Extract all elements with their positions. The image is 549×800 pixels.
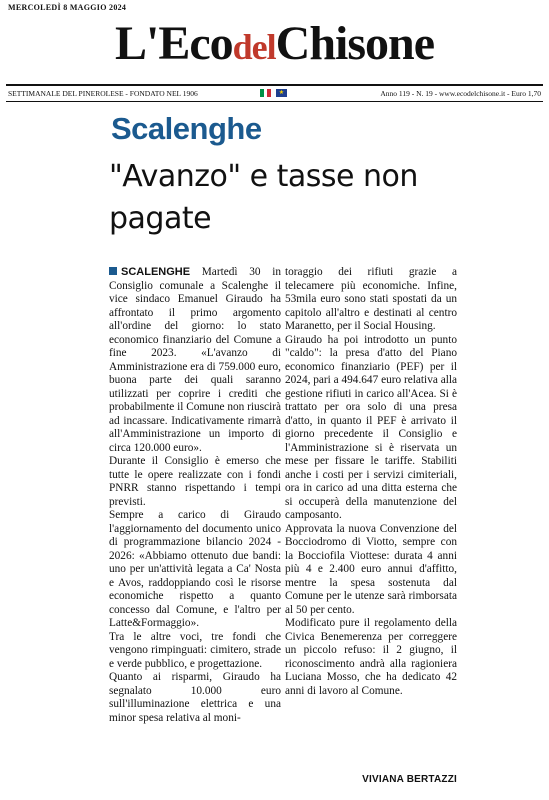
location-kicker: SCALENGHE bbox=[109, 266, 190, 278]
paragraph: Giraudo ha poi introdotto un punto "caldo": la presa d'atto del Piano economico finanziario (PEF) per il 2024, pari a 494.647 euro relativa alla gestione rifiuti in carico all'Acea. Si è trattato per ora solo di una presa d'atto, in quanto il PEF è arrivato il giorno precedente il Consiglio e l'Amministrazione si è riservata un mese per fissare le tariffe. Stabiliti anche i costi per i servizi cimiteriali, ora in carico ad una ditta esterna che si occuperà della manutenzione del camposanto. bbox=[285, 333, 457, 521]
paragraph: Modificato pure il regolamento della Civica Benemerenza per correggere un piccolo refuso: il 2 giugno, il riconoscimento andrà alla ragioniera Luciana Mosso, che ha dedicato 42 anni di lavoro al Comune. bbox=[285, 617, 457, 697]
paragraph bbox=[109, 266, 281, 455]
paragraph: Approvata la nuova Convenzione del Bocciodromo di Viotto, sempre con la Bocciofila Viottese: durata 4 anni più 4 e 2.400 euro annui d'affitto, mentre la spesa sostenuta dal Comune per le utenze sarà rimborsata al 50 per cento. bbox=[285, 522, 457, 616]
paragraph: Durante il Consiglio è emerso che tutte le opere realizzate con i fondi PNRR stanno rispettando i tempi previsti. bbox=[109, 455, 281, 508]
paragraph: Tra le altre voci, tre fondi che vengono rimpinguati: cimitero, strade e verde pubblico, e progettazione. bbox=[109, 630, 281, 670]
masthead-left: L'Eco bbox=[114, 17, 233, 70]
paragraph-text: Martedì 30 in Consiglio comunale a Scalenghe il vice sindaco Emanuel Giraudo ha affrontato il primo argomento all'ordine del giorno: lo stato economico finanziario del Comune a fine 2023. «L'avanzo di Amministrazione era di 759.000 euro, buona parte dei quali saranno utilizzati per coprire i crediti che probabilmente il Comune non riuscirà ad incassare. Indicativamente rimarrà all'Amministrazione un importo di circa 120.000 euro». bbox=[109, 266, 281, 454]
issue-date: MERCOLEDÌ 8 MAGGIO 2024 bbox=[8, 3, 127, 12]
header-rule-top bbox=[6, 84, 543, 86]
section-title: Scalenghe bbox=[111, 111, 262, 146]
article-column-1 bbox=[109, 266, 281, 725]
paragraph: Quanto ai risparmi, Giraudo ha segnalato 10.000 euro sull'illuminazione elettrica e una minor spesa relativa al moni- bbox=[109, 671, 281, 724]
tagline: SETTIMANALE DEL PINEROLESE - FONDATO NEL 1906 bbox=[8, 89, 198, 98]
header-rule-bottom bbox=[6, 101, 543, 102]
article-column-2 bbox=[285, 266, 457, 698]
paragraph: Sempre a carico di Giraudo l'aggiornamento del documento unico di programmazione bilancio 2024 - 2026: «Abbiamo ottenuto due bandi: uno per un'attività legata a Ca' Nosta e Avos, raddoppiando così le risorse economiche rispetto a quanto concesso dal Comune, e l'altro per Latte&Formaggio». bbox=[109, 509, 281, 629]
byline: VIVIANA BERTAZZI bbox=[362, 774, 457, 785]
masthead-mid: del bbox=[232, 27, 276, 67]
issue-info: Anno 119 - N. 19 - www.ecodelchisone.it - Euro 1,70 bbox=[380, 89, 541, 98]
italian-flag-icon bbox=[260, 89, 271, 97]
paragraph: toraggio dei rifiuti grazie a telecamere più economiche. Infine, 53mila euro sono stati spostati da un capitolo all'altro e destinati al centro Maranetto, per il Social Housing. bbox=[285, 266, 457, 332]
newspaper-masthead bbox=[0, 12, 549, 79]
eu-flag-icon: ★ bbox=[276, 89, 287, 97]
article-headline: "Avanzo" e tasse non pagate bbox=[109, 159, 418, 236]
masthead-right: Chisone bbox=[275, 17, 435, 70]
